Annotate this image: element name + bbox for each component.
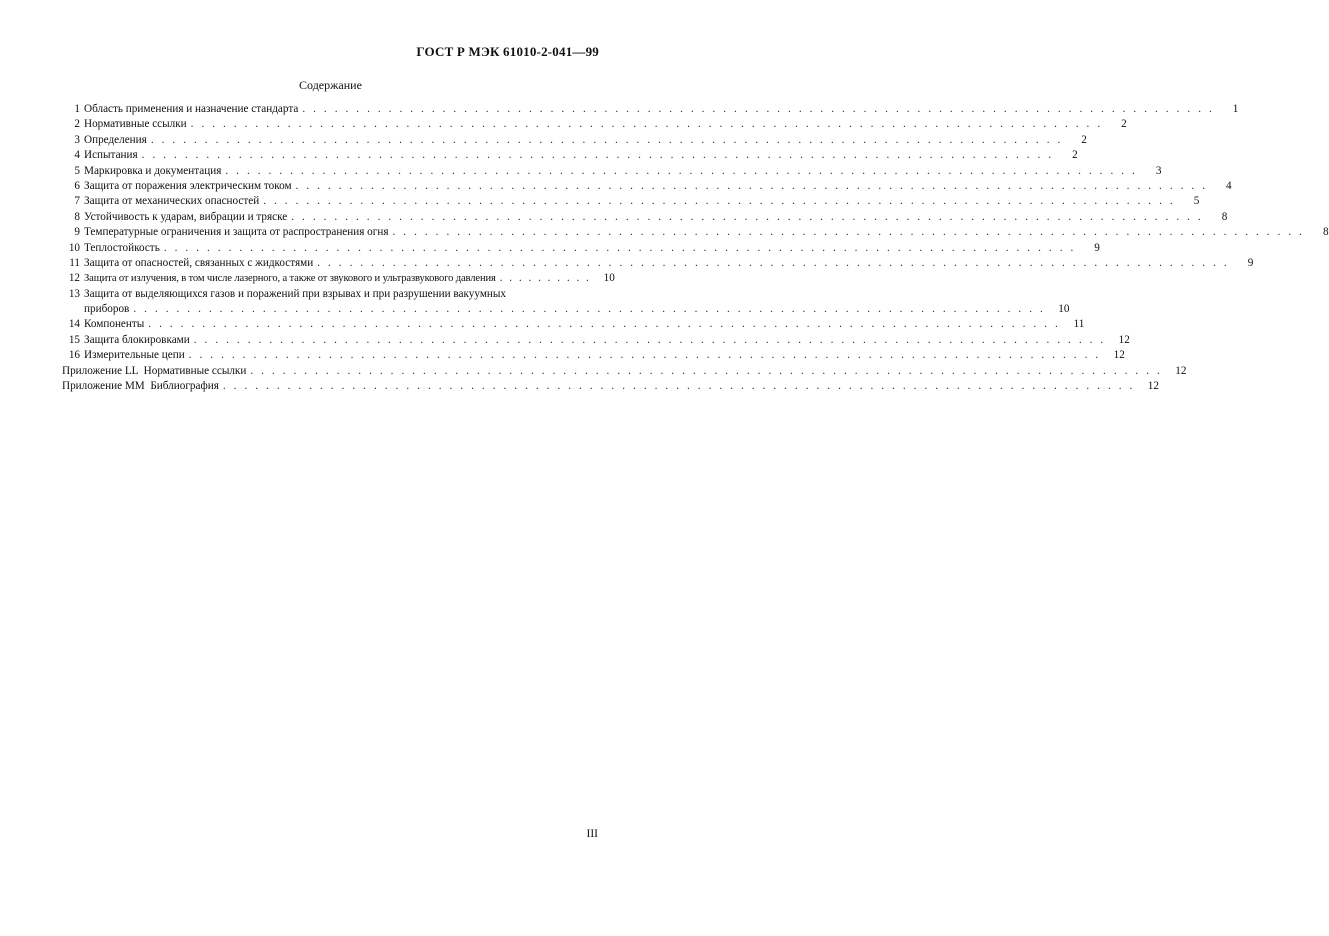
- toc-entry-14[interactable]: [62, 317, 1085, 332]
- toc-leader-dots: . . . . . . . . . . . . . . . . . . . . . . . . . . . . . . . . . . . . . . . . . . . . . . . . . . . . . . . . . . . . . . . . . . . . . . . . . . . . . . . . . . . . .: [188, 349, 1101, 362]
- toc-entry-page: 9: [1247, 256, 1254, 269]
- toc-leader-dots: . . . . . . . . . . . . . . . . . . . . . . . . . . . . . . . . . . . . . . . . . . . . . . . . . . . . . . . . . . . . . . . . . . . . . . . . . . . . . . . . . . . . .: [295, 179, 1208, 192]
- toc-entry-5[interactable]: [62, 164, 1162, 179]
- toc-entry-10[interactable]: [62, 241, 1100, 256]
- toc-entry-6[interactable]: [62, 179, 1232, 194]
- toc-entry-page: 1: [1232, 102, 1239, 115]
- toc-entry-title: Измерительные цепи: [84, 349, 185, 362]
- toc-entry-title: Защита от излучения, в том числе лазерного, а также от звукового и ультразвукового давления: [84, 273, 496, 285]
- toc-entry-number: 12: [68, 272, 80, 285]
- toc-entry-12[interactable]: [62, 271, 615, 286]
- toc-entry-page: 8: [1322, 226, 1329, 239]
- document-code-header: ГОСТ Р МЭК 61010-2-041—99: [416, 44, 599, 59]
- toc-entry-number: 6: [74, 179, 80, 192]
- toc-entry-page: 2: [1081, 133, 1087, 146]
- toc-entry-page: 2: [1072, 149, 1078, 162]
- toc-entry-9[interactable]: [62, 225, 1329, 240]
- toc-entry-title: Приложение MM Библиография: [62, 380, 219, 393]
- toc-entry-number: 1: [74, 102, 80, 115]
- toc-entry-title: Область применения и назначение стандарта: [84, 102, 299, 115]
- toc-leader-dots: . . . . . . . . . . . . . . . . . . . . . . . . . . . . . . . . . . . . . . . . . . . . . . . . . . . . . . . . . . . . . . . . . . . . . . . . . . . . . . . . . . . . .: [193, 333, 1106, 346]
- toc-entry-number: 3: [74, 133, 80, 146]
- toc-entry-number: 14: [68, 318, 80, 331]
- toc-entry-page: 12: [1118, 333, 1130, 346]
- toc-entry-page: 11: [1073, 318, 1085, 331]
- toc-entry-page: 12: [1175, 364, 1187, 377]
- toc-entry-title: Защита от поражения электрическим током: [84, 179, 292, 192]
- toc-entry-page: 5: [1193, 195, 1200, 208]
- toc-leader-dots: . . . . . . . . . .: [499, 272, 591, 285]
- toc-entry-page: 8: [1221, 210, 1228, 223]
- toc-entry-number: 5: [74, 164, 80, 177]
- toc-entry-2[interactable]: [62, 117, 1127, 132]
- toc-entry-1[interactable]: [62, 102, 1239, 117]
- toc-leader-dots: . . . . . . . . . . . . . . . . . . . . . . . . . . . . . . . . . . . . . . . . . . . . . . . . . . . . . . . . . . . . . . . . . . . . . . . . . . . . . . . . . . . . .: [392, 226, 1305, 239]
- toc-entry-page: 10: [1058, 303, 1070, 316]
- toc-entry-13[interactable]: [62, 287, 603, 302]
- toc-leader-dots: . . . . . . . . . . . . . . . . . . . . . . . . . . . . . . . . . . . . . . . . . . . . . . . . . . . . . . . . . . . . . . . . . . . . . . . . . . . . . . . . . . . . .: [222, 380, 1135, 393]
- toc-entry-number: 16: [68, 349, 80, 362]
- toc-leader-dots: . . . . . . . . . . . . . . . . . . . . . . . . . . . . . . . . . . . . . . . . . . . . . . . . . . . . . . . . . . . . . . . . . . . . . . . . . . . . . . . . . . . . .: [133, 303, 1046, 316]
- page-number-footer: III: [586, 828, 598, 840]
- toc-leader-dots: . . . . . . . . . . . . . . . . . . . . . . . . . . . . . . . . . . . . . . . . . . . . . . . . . . . . . . . . . . . . . . . . . . . . . . . . . . . . . . . . . . . . .: [250, 364, 1163, 377]
- toc-entry-number: 11: [69, 256, 80, 269]
- toc-entry-4[interactable]: [62, 148, 1078, 163]
- toc-entry-title: Защита от опасностей, связанных с жидкостями: [84, 256, 314, 269]
- toc-leader-dots: . . . . . . . . . . . . . . . . . . . . . . . . . . . . . . . . . . . . . . . . . . . . . . . . . . . . . . . . . . . . . . . . . . . . . . . . . . . . . . . . . . . . .: [317, 256, 1230, 269]
- toc-entry-title: Защита блокировками: [84, 333, 190, 346]
- toc-leader-dots: . . . . . . . . . . . . . . . . . . . . . . . . . . . . . . . . . . . . . . . . . . . . . . . . . . . . . . . . . . . . . . . . . . . . . . . . . . . . . . . . . . . . .: [263, 195, 1176, 208]
- toc-entry-number: 8: [74, 210, 80, 223]
- toc-entry-13-continuation[interactable]: [62, 302, 1070, 317]
- table-of-contents: [62, 102, 1329, 394]
- toc-leader-dots: . . . . . . . . . . . . . . . . . . . . . . . . . . . . . . . . . . . . . . . . . . . . . . . . . . . . . . . . . . . . . . . . . . . . . . . . . . . . . . . . . . . . .: [190, 118, 1103, 131]
- toc-leader-dots: . . . . . . . . . . . . . . . . . . . . . . . . . . . . . . . . . . . . . . . . . . . . . . . . . . . . . . . . . . . . . . . . . . . . . . . . . . . . . . . . . . . . .: [302, 102, 1215, 115]
- toc-entry-8[interactable]: [62, 210, 1228, 225]
- toc-leader-dots: . . . . . . . . . . . . . . . . . . . . . . . . . . . . . . . . . . . . . . . . . . . . . . . . . . . . . . . . . . . . . . . . . . . . . . . . . . . . . . . . . . . . .: [148, 318, 1061, 331]
- toc-entry-page: 2: [1121, 118, 1127, 131]
- toc-entry-16[interactable]: [62, 348, 1125, 363]
- toc-entry-11[interactable]: [62, 256, 1254, 271]
- toc-entry-7[interactable]: [62, 194, 1200, 209]
- toc-leader-dots: . . . . . . . . . . . . . . . . . . . . . . . . . . . . . . . . . . . . . . . . . . . . . . . . . . . . . . . . . . . . . . . . . . . . . . . . . . . . . . . . . . . . .: [141, 149, 1054, 162]
- toc-entry-page: 12: [1147, 380, 1159, 393]
- toc-entry-title: Нормативные ссылки: [84, 118, 187, 131]
- toc-entry-page: 9: [1094, 241, 1100, 254]
- toc-entry-15[interactable]: [62, 333, 1130, 348]
- toc-entry-number: 9: [74, 226, 80, 239]
- toc-leader-dots: . . . . . . . . . . . . . . . . . . . . . . . . . . . . . . . . . . . . . . . . . . . . . . . . . . . . . . . . . . . . . . . . . . . . . . . . . . . . . . . . . . . . .: [163, 241, 1076, 254]
- toc-entry-3[interactable]: [62, 133, 1087, 148]
- toc-entry-number: 13: [68, 287, 80, 300]
- toc-entry-number: 10: [68, 241, 80, 254]
- toc-entry-title: Устойчивость к ударам, вибрации и тряске: [84, 210, 288, 223]
- toc-entry-title: Приложение LL Нормативные ссылки: [62, 364, 247, 377]
- toc-entry-number: 15: [68, 333, 80, 346]
- toc-entry-appendix-mm[interactable]: [62, 379, 1159, 394]
- toc-entry-page: 12: [1113, 349, 1125, 362]
- toc-entry-page: 3: [1155, 164, 1162, 177]
- toc-entry-title: Маркировка и документация: [84, 164, 222, 177]
- toc-entry-title: Испытания: [84, 149, 138, 162]
- toc-entry-title: Защита от механических опасностей: [84, 195, 260, 208]
- toc-entry-number: 4: [74, 149, 80, 162]
- toc-leader-dots: . . . . . . . . . . . . . . . . . . . . . . . . . . . . . . . . . . . . . . . . . . . . . . . . . . . . . . . . . . . . . . . . . . . . . . . . . . . . . . . . . . . . .: [291, 210, 1204, 223]
- toc-entry-page: 10: [603, 272, 615, 285]
- toc-entry-appendix-ll[interactable]: [62, 364, 1187, 379]
- toc-entry-number: 2: [74, 118, 80, 131]
- toc-leader-dots: . . . . . . . . . . . . . . . . . . . . . . . . . . . . . . . . . . . . . . . . . . . . . . . . . . . . . . . . . . . . . . . . . . . . . . . . . . . . . . . . . . . . .: [225, 164, 1138, 177]
- toc-entry-title: Температурные ограничения и защита от распространения огня: [84, 226, 389, 239]
- toc-entry-title: Теплостойкость: [84, 241, 160, 254]
- toc-entry-number: 7: [74, 195, 80, 208]
- toc-entry-page: 4: [1226, 179, 1232, 192]
- toc-entry-title: Компоненты: [84, 318, 145, 331]
- toc-entry-title: Защита от выделяющихся газов и поражений при взрывах и при разрушении вакуумных: [84, 287, 506, 300]
- toc-leader-dots: . . . . . . . . . . . . . . . . . . . . . . . . . . . . . . . . . . . . . . . . . . . . . . . . . . . . . . . . . . . . . . . . . . . . . . . . . . . . . . . . . . . . .: [150, 133, 1063, 146]
- toc-entry-title-continuation: приборов: [84, 303, 130, 316]
- toc-entry-title: Определения: [84, 133, 147, 146]
- toc-heading: Содержание: [299, 78, 362, 92]
